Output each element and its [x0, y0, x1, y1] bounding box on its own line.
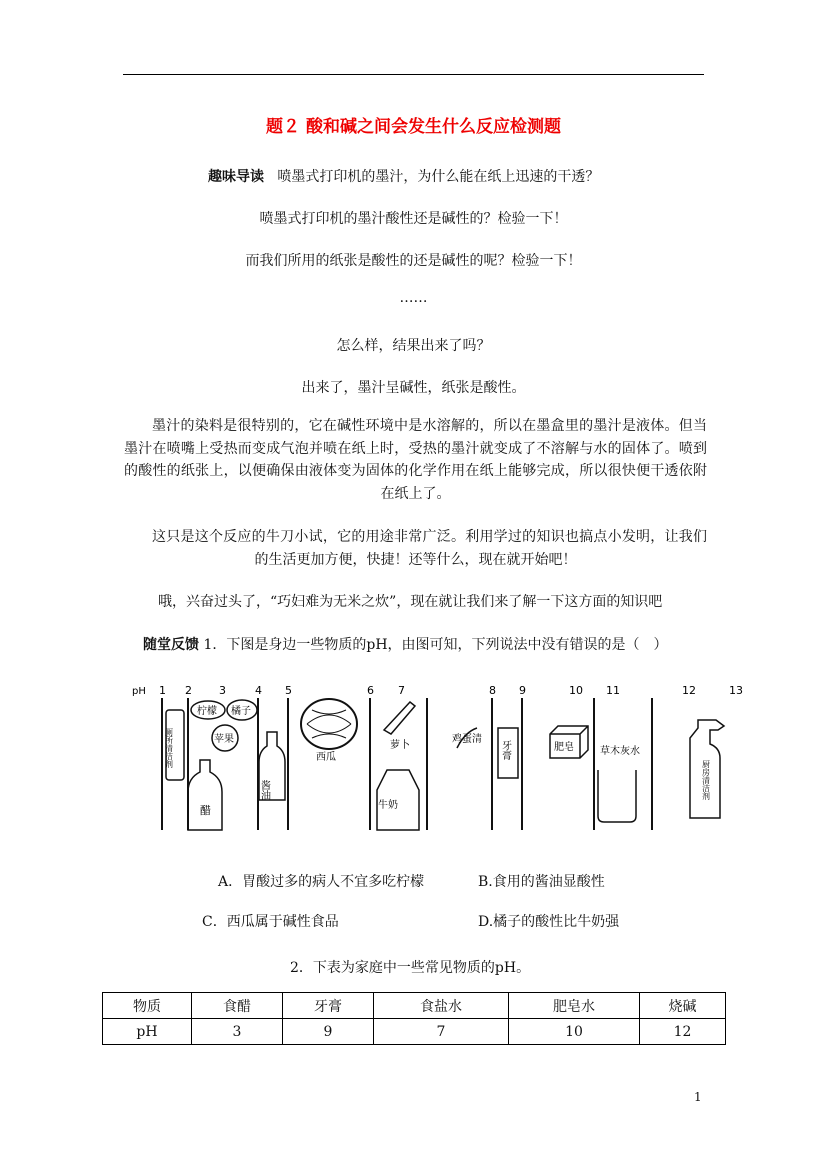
- ph-scale-number: 1: [159, 684, 166, 697]
- kitchen-cleaner-label: 厨房清洁剂: [701, 760, 711, 800]
- toilet-cleaner-label: 厕所清洁剂: [164, 728, 174, 768]
- radish-icon: [384, 702, 415, 734]
- table-cell: 10: [509, 1019, 640, 1045]
- intro-q3: 而我们所用的纸张是酸性的还是碱性的呢？检验一下！: [245, 253, 582, 269]
- ph-scale-number: 7: [398, 684, 405, 697]
- toothpaste-label: 牙膏: [499, 740, 511, 760]
- feedback-label: 随堂反馈: [143, 637, 199, 653]
- intro-paragraph-3: 哦，兴奋过头了，“巧妇难为无米之炊”，现在就让我们来了解一下这方面的知识吧: [158, 594, 663, 610]
- apple-label: 苹果: [214, 734, 234, 745]
- intro-q1: 喷墨式打印机的墨汁，为什么能在纸上迅速的干透？: [277, 169, 600, 185]
- ph-scale-number: 2: [185, 684, 192, 697]
- ph-table: [102, 992, 726, 1045]
- intro-paragraph-1: 墨汁的染料是很特别的，它在碱性环境中是水溶解的，所以在墨盒里的墨汁是液体。但当墨汁在喷嘴上受热而变成气泡并喷在纸上时，受热的墨汁就变成了不溶解与水的固体了。喷到的酸性的纸张上，以便确保由液体变为固体的化学作用在纸上能够完成，所以很快便干透依附在纸上了。: [124, 418, 707, 502]
- ph-scale-number: 9: [519, 684, 526, 697]
- page-number: 1: [694, 1090, 702, 1104]
- table-cell: pH: [103, 1019, 192, 1045]
- question-2: 2．下表为家庭中一些常见物质的pH。: [290, 960, 531, 976]
- ph-axis-label: pH: [132, 686, 146, 697]
- ph-scale-number: 8: [489, 684, 496, 697]
- option-c: C．西瓜属于碱性食品: [202, 914, 339, 930]
- ph-scale-number: 3: [219, 684, 226, 697]
- table-cell: 3: [192, 1019, 283, 1045]
- vinegar-bottle-icon: [188, 760, 222, 830]
- ash-water-label: 草木灰水: [600, 746, 640, 757]
- radish-label: 萝卜: [390, 740, 410, 751]
- header-rule: [123, 74, 704, 75]
- watermelon-icon: [301, 699, 357, 749]
- ph-scale-number: 4: [255, 684, 262, 697]
- ph-scale-number: 13: [729, 684, 743, 697]
- ph-scale-number: 12: [682, 684, 696, 697]
- lemon-label: 柠檬: [197, 706, 217, 717]
- intro-label: 趣味导读: [208, 169, 264, 185]
- ph-scale-number: 5: [285, 684, 292, 697]
- table-cell: 食盐水: [374, 993, 509, 1019]
- soap-label: 肥皂: [554, 742, 574, 753]
- option-b: B.食用的酱油显酸性: [478, 874, 605, 890]
- egg-white-label: 鸡蛋清: [452, 734, 482, 745]
- vinegar-label: 醋: [200, 804, 211, 817]
- table-cell: 肥皂水: [509, 993, 640, 1019]
- ph-scale-number: 6: [367, 684, 374, 697]
- toilet-cleaner-icon: [165, 710, 185, 780]
- option-a: A．胃酸过多的病人不宜多吃柠檬: [218, 874, 425, 890]
- table-cell: 烧碱: [640, 993, 726, 1019]
- intro-ellipsis: ……: [399, 290, 428, 306]
- intro-q4: 怎么样，结果出来了吗？: [336, 338, 491, 354]
- intro-line-1: [208, 166, 599, 186]
- milk-label: 牛奶: [378, 800, 398, 811]
- ph-scale-number: 11: [606, 684, 620, 697]
- table-cell: 食醋: [192, 993, 283, 1019]
- beaker-icon: [598, 770, 636, 822]
- watermelon-label: 西瓜: [316, 752, 336, 763]
- table-row: [103, 1019, 726, 1045]
- ph-figure: [122, 680, 747, 840]
- feedback-line-1: [143, 634, 668, 654]
- intro-q5: 出来了，墨汁呈碱性，纸张是酸性。: [301, 380, 526, 396]
- table-cell: 12: [640, 1019, 726, 1045]
- option-d: D.橘子的酸性比牛奶强: [478, 914, 620, 930]
- table-cell: 7: [374, 1019, 509, 1045]
- page-title: 题２ 酸和碱之间会发生什么反应检测题: [266, 117, 561, 137]
- intro-paragraph-2: 这只是这个反应的牛刀小试，它的用途非常广泛。利用学过的知识也搞点小发明，让我们的生活更加方便，快捷！还等什么，现在就开始吧！: [152, 529, 707, 568]
- orange-label: 橘子: [231, 706, 251, 717]
- table-header-row: [103, 993, 726, 1019]
- ph-scale-number: 10: [569, 684, 583, 697]
- table-cell: 物质: [103, 993, 192, 1019]
- table-cell: 牙膏: [283, 993, 374, 1019]
- question-1: 1．下图是身边一些物质的pH，由图可知，下列说法中没有错误的是（ ）: [203, 637, 668, 653]
- soy-sauce-label: 酱油: [258, 780, 270, 800]
- intro-q2: 喷墨式打印机的墨汁酸性还是碱性的？检验一下！: [259, 211, 568, 227]
- table-cell: 9: [283, 1019, 374, 1045]
